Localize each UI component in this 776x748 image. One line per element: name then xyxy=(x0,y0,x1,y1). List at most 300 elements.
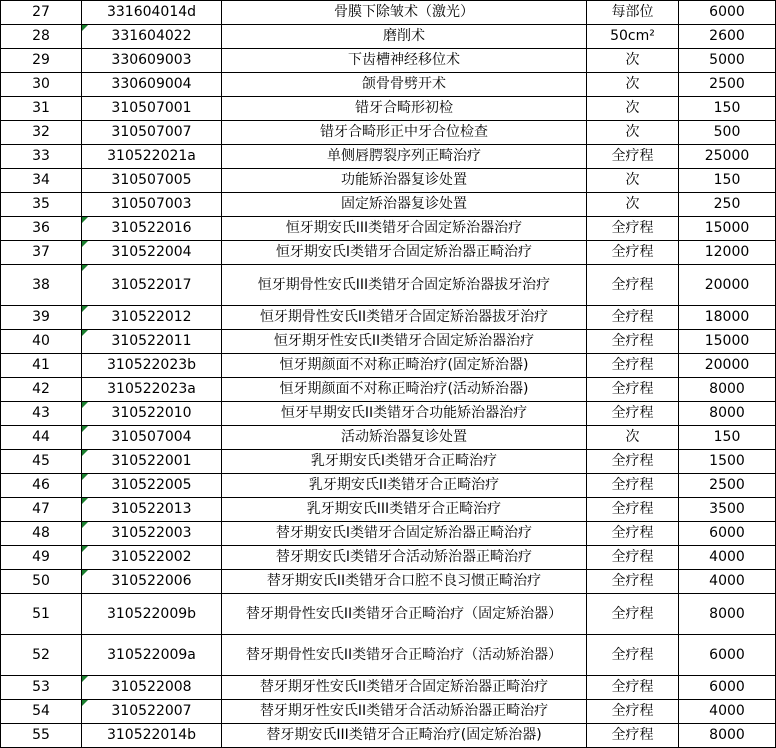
item-name-cell[interactable] xyxy=(222,330,587,354)
row-number-cell[interactable] xyxy=(1,1,82,25)
price-text: 20000 xyxy=(704,357,750,373)
item-code-cell[interactable] xyxy=(82,97,222,121)
table-row xyxy=(1,700,776,724)
comment-indicator-icon xyxy=(82,450,88,456)
row-number-text: 29 xyxy=(32,52,50,68)
price-text: 500 xyxy=(713,124,741,140)
item-code-text: 310522005 xyxy=(111,477,192,493)
price-cell[interactable] xyxy=(679,241,776,265)
price-cell[interactable] xyxy=(679,498,776,522)
item-code-text: 310522017 xyxy=(111,276,192,293)
table-row xyxy=(1,378,776,402)
row-number-cell[interactable] xyxy=(1,450,82,474)
item-code-cell[interactable] xyxy=(82,1,222,25)
item-code-text: 310522006 xyxy=(111,573,192,589)
item-name-text: 骨膜下除皱术（激光） xyxy=(334,4,474,20)
item-code-text: 310522014b xyxy=(106,727,197,743)
unit-text: 全疗程 xyxy=(611,309,654,325)
price-text: 4000 xyxy=(709,703,745,719)
item-name-cell[interactable] xyxy=(222,121,587,145)
item-name-cell[interactable] xyxy=(222,546,587,570)
price-text: 6000 xyxy=(709,646,745,663)
table-row xyxy=(1,354,776,378)
unit-cell[interactable] xyxy=(587,570,679,594)
price-cell[interactable] xyxy=(679,546,776,570)
item-code-text: 310522008 xyxy=(111,679,192,695)
item-name-text: 替牙期安氏III类错牙合正畸治疗(固定矫治器) xyxy=(266,727,542,743)
item-code-text: 310522001 xyxy=(111,453,192,469)
table-row xyxy=(1,145,776,169)
row-number-cell[interactable] xyxy=(1,522,82,546)
unit-text: 次 xyxy=(625,172,640,188)
table-row xyxy=(1,570,776,594)
table-row xyxy=(1,330,776,354)
price-cell[interactable] xyxy=(679,73,776,97)
item-name-cell[interactable] xyxy=(222,498,587,522)
row-number-text: 32 xyxy=(32,124,50,140)
unit-text: 50cm² xyxy=(610,28,655,44)
unit-cell[interactable] xyxy=(587,354,679,378)
item-code-text: 310522016 xyxy=(111,220,192,236)
price-text: 5000 xyxy=(709,52,745,68)
price-cell[interactable] xyxy=(679,193,776,217)
item-name-text: 替牙期骨性安氏II类错牙合正畸治疗（活动矫治器） xyxy=(245,646,563,663)
row-number-text: 44 xyxy=(32,429,50,445)
item-name-cell[interactable] xyxy=(222,474,587,498)
row-number-cell[interactable] xyxy=(1,49,82,73)
item-name-text: 颌骨骨劈开术 xyxy=(362,76,446,92)
price-text: 6000 xyxy=(709,4,745,20)
row-number-cell[interactable] xyxy=(1,193,82,217)
item-code-cell[interactable] xyxy=(82,49,222,73)
comment-indicator-icon xyxy=(82,25,88,31)
item-code-cell[interactable] xyxy=(82,546,222,570)
price-text: 150 xyxy=(713,172,741,188)
price-text: 6000 xyxy=(709,679,745,695)
table-row xyxy=(1,217,776,241)
unit-text: 全疗程 xyxy=(611,333,654,349)
unit-cell[interactable] xyxy=(587,402,679,426)
unit-text: 全疗程 xyxy=(611,220,654,236)
comment-indicator-icon xyxy=(82,426,88,432)
row-number-cell[interactable] xyxy=(1,498,82,522)
price-cell[interactable] xyxy=(679,426,776,450)
item-name-text: 恒牙期颜面不对称正畸治疗(固定矫治器) xyxy=(279,357,529,373)
item-name-text: 替牙期牙性安氏II类错牙合固定矫治器正畸治疗 xyxy=(259,679,549,695)
row-number-text: 43 xyxy=(32,405,50,421)
row-number-cell[interactable] xyxy=(1,426,82,450)
price-text: 8000 xyxy=(709,605,745,622)
item-name-cell[interactable] xyxy=(222,594,587,635)
item-name-cell[interactable] xyxy=(222,450,587,474)
item-name-cell[interactable] xyxy=(222,25,587,49)
unit-cell[interactable] xyxy=(587,193,679,217)
price-cell[interactable] xyxy=(679,217,776,241)
price-text: 2600 xyxy=(709,28,745,44)
item-code-cell[interactable] xyxy=(82,635,222,676)
row-number-cell[interactable] xyxy=(1,306,82,330)
price-cell[interactable] xyxy=(679,570,776,594)
unit-text: 次 xyxy=(625,124,640,140)
table-row xyxy=(1,450,776,474)
item-name-text: 恒牙期颜面不对称正畸治疗(活动矫治器) xyxy=(279,381,529,397)
unit-cell[interactable] xyxy=(587,498,679,522)
item-name-cell[interactable] xyxy=(222,49,587,73)
row-number-text: 46 xyxy=(32,477,50,493)
row-number-text: 52 xyxy=(32,646,50,663)
price-cell[interactable] xyxy=(679,169,776,193)
row-number-cell[interactable] xyxy=(1,676,82,700)
price-cell[interactable] xyxy=(679,354,776,378)
item-name-cell[interactable] xyxy=(222,193,587,217)
comment-indicator-icon xyxy=(82,522,88,528)
price-text: 8000 xyxy=(709,727,745,743)
unit-cell[interactable] xyxy=(587,97,679,121)
table-row xyxy=(1,193,776,217)
table-row xyxy=(1,522,776,546)
row-number-text: 33 xyxy=(32,148,50,164)
unit-text: 全疗程 xyxy=(611,703,654,719)
price-text: 2500 xyxy=(709,477,745,493)
unit-text: 全疗程 xyxy=(611,276,654,293)
item-code-text: 330609004 xyxy=(111,76,192,92)
item-code-cell[interactable] xyxy=(82,330,222,354)
item-code-cell[interactable] xyxy=(82,25,222,49)
item-code-text: 310522007 xyxy=(111,703,192,719)
item-code-cell[interactable] xyxy=(82,522,222,546)
table-row xyxy=(1,1,776,25)
row-number-text: 34 xyxy=(32,172,50,188)
comment-indicator-icon xyxy=(82,402,88,408)
table-row xyxy=(1,635,776,676)
table-row xyxy=(1,546,776,570)
row-number-cell[interactable] xyxy=(1,635,82,676)
item-code-text: 310522013 xyxy=(111,501,192,517)
comment-indicator-icon xyxy=(82,676,88,682)
item-name-text: 替牙期牙性安氏II类错牙合活动矫治器正畸治疗 xyxy=(259,703,549,719)
item-code-text: 310522009b xyxy=(106,605,197,622)
item-name-text: 恒牙期骨性安氏II类错牙合固定矫治器拔牙治疗 xyxy=(259,309,549,325)
item-name-cell[interactable] xyxy=(222,265,587,306)
price-cell[interactable] xyxy=(679,378,776,402)
item-name-text: 乳牙期安氏I类错牙合正畸治疗 xyxy=(310,453,498,469)
row-number-cell[interactable] xyxy=(1,241,82,265)
row-number-text: 50 xyxy=(32,573,50,589)
price-text: 18000 xyxy=(704,309,750,325)
row-number-cell[interactable] xyxy=(1,217,82,241)
item-name-cell[interactable] xyxy=(222,217,587,241)
item-name-text: 错牙合畸形正中牙合位检查 xyxy=(320,124,488,140)
unit-cell[interactable] xyxy=(587,217,679,241)
price-cell[interactable] xyxy=(679,121,776,145)
table-row xyxy=(1,25,776,49)
table-row xyxy=(1,49,776,73)
item-code-text: 310522004 xyxy=(111,244,192,260)
row-number-cell[interactable] xyxy=(1,700,82,724)
price-table-body xyxy=(1,1,776,748)
row-number-cell[interactable] xyxy=(1,73,82,97)
unit-text: 全疗程 xyxy=(611,501,654,517)
table-row xyxy=(1,676,776,700)
row-number-cell[interactable] xyxy=(1,402,82,426)
item-name-cell[interactable] xyxy=(222,700,587,724)
item-code-cell[interactable] xyxy=(82,145,222,169)
price-text: 250 xyxy=(713,196,741,212)
item-name-text: 恒牙早期安氏II类错牙合功能矫治器治疗 xyxy=(280,405,528,421)
price-text: 8000 xyxy=(709,381,745,397)
unit-cell[interactable] xyxy=(587,330,679,354)
item-name-cell[interactable] xyxy=(222,635,587,676)
row-number-cell[interactable] xyxy=(1,25,82,49)
unit-cell[interactable] xyxy=(587,546,679,570)
item-code-cell[interactable] xyxy=(82,306,222,330)
item-code-text: 310507001 xyxy=(111,100,192,116)
row-number-cell[interactable] xyxy=(1,169,82,193)
comment-indicator-icon xyxy=(82,546,88,552)
price-cell[interactable] xyxy=(679,676,776,700)
unit-text: 全疗程 xyxy=(611,679,654,695)
price-cell[interactable] xyxy=(679,25,776,49)
unit-cell[interactable] xyxy=(587,700,679,724)
row-number-cell[interactable] xyxy=(1,378,82,402)
item-code-cell[interactable] xyxy=(82,354,222,378)
price-text: 4000 xyxy=(709,573,745,589)
table-row xyxy=(1,265,776,306)
table-row xyxy=(1,97,776,121)
price-text: 25000 xyxy=(704,148,750,164)
price-text: 150 xyxy=(713,429,741,445)
item-name-cell[interactable] xyxy=(222,354,587,378)
price-cell[interactable] xyxy=(679,265,776,306)
unit-text: 每部位 xyxy=(611,4,654,20)
item-code-text: 331604022 xyxy=(111,28,192,44)
item-name-text: 恒牙期牙性安氏II类错牙合固定矫治器治疗 xyxy=(273,333,535,349)
table-row xyxy=(1,474,776,498)
price-text: 1500 xyxy=(709,453,745,469)
unit-cell[interactable] xyxy=(587,265,679,306)
item-name-text: 功能矫治器复诊处置 xyxy=(341,172,467,188)
table-row xyxy=(1,306,776,330)
item-name-cell[interactable] xyxy=(222,306,587,330)
row-number-text: 49 xyxy=(32,549,50,565)
item-name-text: 恒牙期安氏III类错牙合固定矫治器治疗 xyxy=(285,220,523,236)
unit-cell[interactable] xyxy=(587,25,679,49)
item-name-cell[interactable] xyxy=(222,676,587,700)
price-cell[interactable] xyxy=(679,700,776,724)
comment-indicator-icon xyxy=(82,700,88,706)
row-number-cell[interactable] xyxy=(1,594,82,635)
price-text: 4000 xyxy=(709,549,745,565)
row-number-cell[interactable] xyxy=(1,265,82,306)
item-code-cell[interactable] xyxy=(82,241,222,265)
item-name-text: 替牙期骨性安氏II类错牙合正畸治疗（固定矫治器） xyxy=(245,605,563,622)
item-code-cell[interactable] xyxy=(82,121,222,145)
price-cell[interactable] xyxy=(679,330,776,354)
price-cell[interactable] xyxy=(679,306,776,330)
price-text: 20000 xyxy=(704,276,750,293)
unit-cell[interactable] xyxy=(587,1,679,25)
price-cell[interactable] xyxy=(679,450,776,474)
item-code-cell[interactable] xyxy=(82,378,222,402)
row-number-text: 31 xyxy=(32,100,50,116)
unit-text: 全疗程 xyxy=(611,453,654,469)
row-number-text: 27 xyxy=(32,4,50,20)
row-number-text: 42 xyxy=(32,381,50,397)
item-name-cell[interactable] xyxy=(222,145,587,169)
item-name-text: 乳牙期安氏II类错牙合正畸治疗 xyxy=(308,477,500,493)
item-code-cell[interactable] xyxy=(82,700,222,724)
unit-cell[interactable] xyxy=(587,426,679,450)
row-number-cell[interactable] xyxy=(1,546,82,570)
unit-cell[interactable] xyxy=(587,378,679,402)
item-code-text: 310522002 xyxy=(111,549,192,565)
row-number-cell[interactable] xyxy=(1,145,82,169)
unit-text: 全疗程 xyxy=(611,549,654,565)
item-name-cell[interactable] xyxy=(222,402,587,426)
row-number-text: 54 xyxy=(32,703,50,719)
item-code-text: 310522012 xyxy=(111,309,192,325)
item-name-text: 替牙期安氏II类错牙合口腔不良习惯正畸治疗 xyxy=(266,573,542,589)
item-name-cell[interactable] xyxy=(222,1,587,25)
item-name-text: 磨削术 xyxy=(383,28,425,44)
unit-text: 全疗程 xyxy=(611,148,654,164)
item-name-cell[interactable] xyxy=(222,73,587,97)
item-name-text: 活动矫治器复诊处置 xyxy=(341,429,467,445)
table-row xyxy=(1,73,776,97)
item-code-text: 310522023a xyxy=(107,381,196,397)
item-code-text: 310522003 xyxy=(111,525,192,541)
price-text: 150 xyxy=(713,100,741,116)
item-code-text: 331604014d xyxy=(106,4,197,20)
item-name-cell[interactable] xyxy=(222,426,587,450)
comment-indicator-icon xyxy=(82,330,88,336)
item-code-text: 310507007 xyxy=(111,124,192,140)
unit-text: 全疗程 xyxy=(611,727,654,743)
unit-cell[interactable] xyxy=(587,145,679,169)
unit-text: 全疗程 xyxy=(611,605,654,622)
unit-cell[interactable] xyxy=(587,306,679,330)
table-row xyxy=(1,498,776,522)
price-cell[interactable] xyxy=(679,49,776,73)
item-code-text: 310522023b xyxy=(106,357,197,373)
row-number-cell[interactable] xyxy=(1,330,82,354)
comment-indicator-icon xyxy=(82,241,88,247)
price-cell[interactable] xyxy=(679,145,776,169)
row-number-cell[interactable] xyxy=(1,474,82,498)
row-number-cell[interactable] xyxy=(1,354,82,378)
price-cell[interactable] xyxy=(679,635,776,676)
price-cell[interactable] xyxy=(679,1,776,25)
unit-text: 全疗程 xyxy=(611,244,654,260)
item-code-cell[interactable] xyxy=(82,193,222,217)
item-name-text: 替牙期安氏I类错牙合固定矫治器正畸治疗 xyxy=(275,525,533,541)
unit-cell[interactable] xyxy=(587,169,679,193)
item-code-cell[interactable] xyxy=(82,594,222,635)
unit-text: 全疗程 xyxy=(611,381,654,397)
comment-indicator-icon xyxy=(82,217,88,223)
unit-text: 次 xyxy=(625,52,640,68)
item-code-cell[interactable] xyxy=(82,217,222,241)
item-name-text: 乳牙期安氏III类错牙合正畸治疗 xyxy=(306,501,502,517)
unit-text: 次 xyxy=(625,100,640,116)
item-code-cell[interactable] xyxy=(82,73,222,97)
row-number-text: 39 xyxy=(32,309,50,325)
item-code-cell[interactable] xyxy=(82,169,222,193)
item-name-text: 单侧唇腭裂序列正畸治疗 xyxy=(327,148,481,164)
row-number-text: 40 xyxy=(32,333,50,349)
unit-cell[interactable] xyxy=(587,121,679,145)
unit-cell[interactable] xyxy=(587,474,679,498)
table-row xyxy=(1,169,776,193)
item-name-text: 错牙合畸形初检 xyxy=(355,100,453,116)
price-cell[interactable] xyxy=(679,402,776,426)
item-code-cell[interactable] xyxy=(82,265,222,306)
unit-cell[interactable] xyxy=(587,635,679,676)
row-number-cell[interactable] xyxy=(1,121,82,145)
item-name-cell[interactable] xyxy=(222,97,587,121)
row-number-text: 30 xyxy=(32,76,50,92)
item-code-text: 310522009a xyxy=(107,646,196,663)
row-number-text: 51 xyxy=(32,605,50,622)
unit-cell[interactable] xyxy=(587,594,679,635)
unit-text: 全疗程 xyxy=(611,357,654,373)
table-row xyxy=(1,241,776,265)
item-code-text: 310507003 xyxy=(111,196,192,212)
unit-text: 次 xyxy=(625,196,640,212)
comment-indicator-icon xyxy=(82,265,88,271)
price-cell[interactable] xyxy=(679,474,776,498)
item-name-text: 下齿槽神经移位术 xyxy=(348,52,460,68)
item-name-cell[interactable] xyxy=(222,570,587,594)
row-number-cell[interactable] xyxy=(1,97,82,121)
item-name-cell[interactable] xyxy=(222,522,587,546)
row-number-text: 45 xyxy=(32,453,50,469)
unit-text: 全疗程 xyxy=(611,573,654,589)
row-number-cell[interactable] xyxy=(1,570,82,594)
table-row xyxy=(1,121,776,145)
comment-indicator-icon xyxy=(82,474,88,480)
unit-cell[interactable] xyxy=(587,49,679,73)
item-code-cell[interactable] xyxy=(82,450,222,474)
price-cell[interactable] xyxy=(679,594,776,635)
unit-cell[interactable] xyxy=(587,73,679,97)
row-number-text: 55 xyxy=(32,727,50,743)
price-text: 12000 xyxy=(704,244,750,260)
comment-indicator-icon xyxy=(82,570,88,576)
unit-cell[interactable] xyxy=(587,450,679,474)
item-code-cell[interactable] xyxy=(82,426,222,450)
item-name-cell[interactable] xyxy=(222,169,587,193)
item-name-cell[interactable] xyxy=(222,241,587,265)
item-code-cell[interactable] xyxy=(82,676,222,700)
unit-text: 全疗程 xyxy=(611,405,654,421)
unit-text: 全疗程 xyxy=(611,525,654,541)
item-code-cell[interactable] xyxy=(82,474,222,498)
price-cell[interactable] xyxy=(679,522,776,546)
item-code-cell[interactable] xyxy=(82,570,222,594)
unit-cell[interactable] xyxy=(587,522,679,546)
item-code-cell[interactable] xyxy=(82,498,222,522)
item-name-cell[interactable] xyxy=(222,378,587,402)
table-row xyxy=(1,426,776,450)
price-cell[interactable] xyxy=(679,97,776,121)
unit-text: 全疗程 xyxy=(611,477,654,493)
row-number-text: 47 xyxy=(32,501,50,517)
unit-cell[interactable] xyxy=(587,676,679,700)
unit-cell[interactable] xyxy=(587,241,679,265)
item-code-cell[interactable] xyxy=(82,402,222,426)
item-name-text: 固定矫治器复诊处置 xyxy=(341,196,467,212)
